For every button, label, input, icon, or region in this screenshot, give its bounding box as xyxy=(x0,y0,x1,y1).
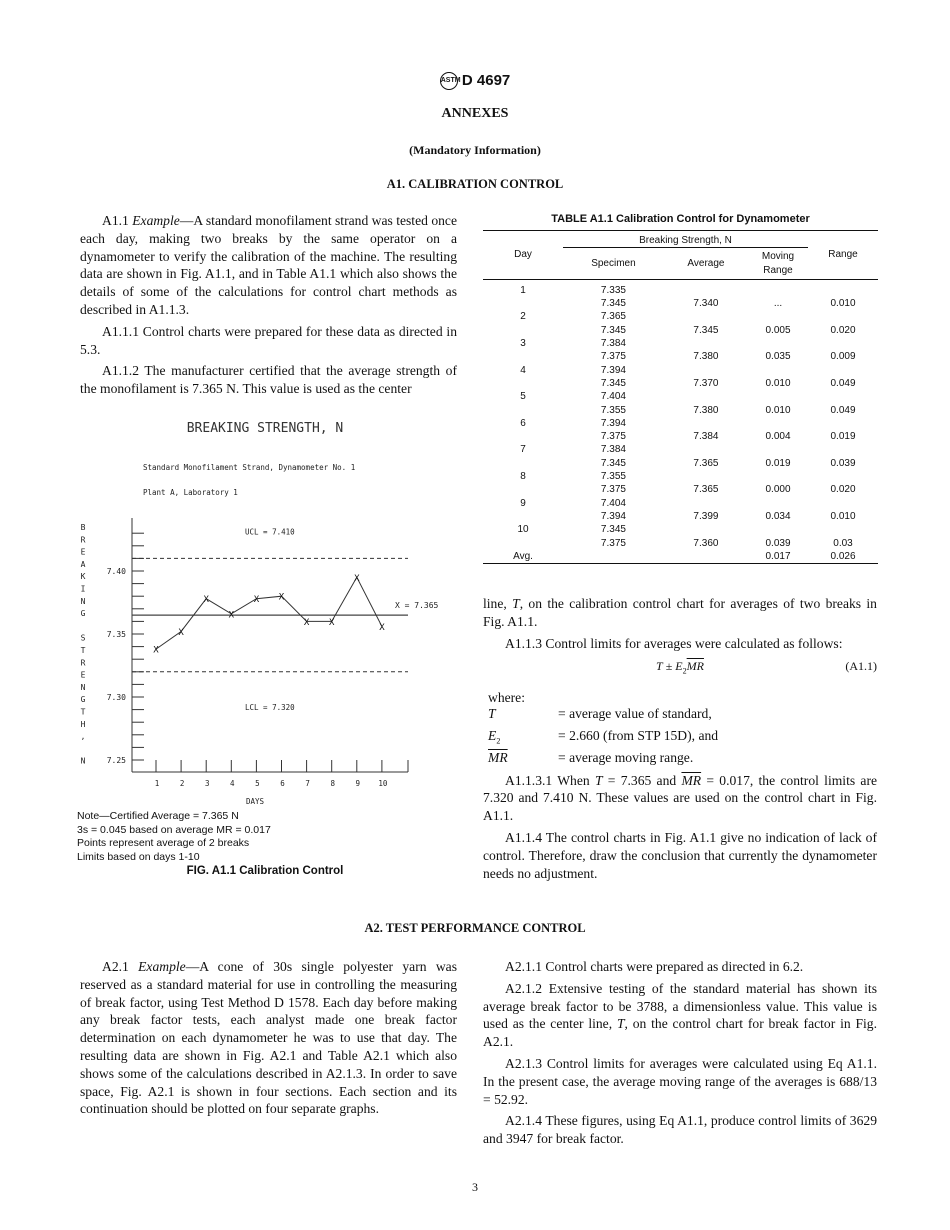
y-tick-label: 7.35 xyxy=(106,630,126,639)
para-a1-1-3: A1.1.3 Control limits for averages were calculated as follows: xyxy=(505,635,843,651)
cell-moving-range: 0.000 xyxy=(765,484,791,496)
a2-left-column xyxy=(80,958,457,1122)
definition-text: = 2.660 (from STP 15D), and xyxy=(558,728,719,744)
definition-symbol: T xyxy=(488,706,496,722)
cell-average: 7.365 xyxy=(693,484,719,496)
x-tick-label: 4 xyxy=(230,779,235,788)
para-a1-1-2: A1.1.2 The manufacturer certified that the average strength of the monofilament is 7.365 N. This value is used as the center xyxy=(80,363,457,397)
cell-specimen: 7.345 xyxy=(600,298,626,310)
doc-number: D 4697 xyxy=(461,72,511,89)
cell-specimen: 7.375 xyxy=(600,537,626,549)
equation-number: (A1.1) xyxy=(845,659,877,674)
table-row xyxy=(483,523,878,536)
cell-average: 7.340 xyxy=(693,298,719,310)
para-continued: line, T, on the calibration control chart for averages of two breaks in Fig. A1.1. xyxy=(483,596,877,629)
cell-specimen: 7.355 xyxy=(600,471,626,483)
data-point-marker: X xyxy=(278,592,285,603)
col-average: Average xyxy=(687,257,725,269)
y-axis-label-char: A xyxy=(80,559,86,569)
cell-average: 7.380 xyxy=(693,351,719,363)
y-axis-label-char: K xyxy=(80,572,86,582)
cell-specimen: 7.365 xyxy=(600,311,626,323)
table-row xyxy=(483,377,878,390)
table-row xyxy=(483,279,878,297)
table-row xyxy=(483,470,878,483)
cell-specimen: 7.384 xyxy=(600,338,626,350)
figure-caption: FIG. A1.1 Calibration Control xyxy=(186,865,344,877)
x-tick-label: 7 xyxy=(305,779,310,788)
y-tick-label: 7.40 xyxy=(106,567,126,576)
cell-range: 0.026 xyxy=(830,550,856,562)
table-row xyxy=(483,417,878,430)
data-point-marker: X xyxy=(354,573,360,584)
definition-row: $E_2$ = 2.660 (from STP 15D), and xyxy=(488,728,877,750)
cell-specimen: 7.384 xyxy=(600,444,626,456)
table-row xyxy=(483,350,878,363)
x-tick-label: 8 xyxy=(330,779,335,788)
data-point-marker: X xyxy=(203,595,209,606)
cell-specimen: 7.345 xyxy=(600,377,626,389)
table-row xyxy=(483,390,878,403)
cell-range: 0.049 xyxy=(830,404,856,416)
control-chart xyxy=(75,410,455,840)
x-tick-label: 1 xyxy=(154,779,160,788)
table-row xyxy=(483,297,878,310)
col-moving-range: Moving Range xyxy=(761,251,795,276)
where-definitions xyxy=(483,690,877,771)
cell-specimen: 7.394 xyxy=(600,417,626,429)
y-axis-label-char: S xyxy=(80,633,86,643)
y-axis-label-char: N xyxy=(80,756,86,766)
chart-subtitle: Plant A, Laboratory 1 xyxy=(143,488,238,497)
center-label: X = 7.365 xyxy=(395,601,439,611)
cell-range: 0.020 xyxy=(830,324,856,336)
figure-notes xyxy=(77,810,457,864)
y-axis-label-char: T xyxy=(80,707,86,717)
cell-day: 10 xyxy=(517,524,529,536)
x-tick-label: 9 xyxy=(355,779,361,788)
table-row xyxy=(483,510,878,523)
table-row xyxy=(483,483,878,496)
cell-average: 7.360 xyxy=(693,537,719,549)
table-title: TABLE A1.1 Calibration Control for Dynamometer xyxy=(551,213,810,225)
chart-subtitle: Standard Monofilament Strand, Dynamometer No. 1 xyxy=(143,463,356,472)
col-specimen: Specimen xyxy=(591,257,636,269)
a1-heading: A1. CALIBRATION CONTROL xyxy=(386,177,564,191)
table-row xyxy=(483,324,878,337)
cell-moving-range: 0.010 xyxy=(765,404,791,416)
fig-note: 3s = 0.045 based on average MR = 0.017 xyxy=(77,823,271,836)
table-row xyxy=(483,443,878,456)
para-a1-1-4: A1.1.4 The control charts in Fig. A1.1 give no indication of lack of control. Therefore, draw the conclusion that currently the dynamometer needs no adjustment. xyxy=(483,829,877,881)
para-a1-1-1: A1.1.1 Control charts were prepared for these data as directed in 5.3. xyxy=(80,323,457,357)
cell-range: 0.010 xyxy=(830,510,856,522)
table-a1-1 xyxy=(483,213,878,564)
table-row xyxy=(483,537,878,550)
y-tick-label: 7.30 xyxy=(106,693,126,702)
a1-left-column xyxy=(80,212,457,402)
cell-range: 0.019 xyxy=(830,431,856,443)
page-number: 3 xyxy=(472,1180,478,1194)
data-point-marker: X xyxy=(328,617,335,628)
cell-day: 9 xyxy=(520,497,526,509)
y-axis-label-char: R xyxy=(80,658,86,668)
col-group-breaking-strength: Breaking Strength, N xyxy=(563,231,808,248)
cell-specimen: 7.375 xyxy=(600,431,626,443)
cell-specimen: 7.335 xyxy=(600,284,626,296)
cell-moving-range: 0.019 xyxy=(765,457,791,469)
cell-day: 1 xyxy=(520,284,526,296)
table-row xyxy=(483,337,878,350)
para-a2-1: A2.1 Example—A cone of 30s single polyester yarn was reserved as a standard material for use in controlling the measuring of break factor, using Test Method D 1578. Each day before making any break factor tests, each analyst made one break factor determination on each dynamometer he was to use that day. The resulting data are shown in Fig. A2.1 and Table A2.1 which also shows some of the calculations described in A2.1.3. In order to save space, Fig. A2.1 is shown in four sections. Each section and its continuation should be plotted on four separate graphs. xyxy=(80,959,457,1117)
para-a1-1-3-1: A1.1.3.1 When T = 7.365 and $\overline{MR} = 0.017$, the control limits are 7.320 and 7.410 N. These values are used on the control chart in Fig. A1.1. xyxy=(483,772,877,824)
fig-note: Points represent average of 2 breaks xyxy=(77,837,250,849)
cell-day: 8 xyxy=(520,471,526,483)
y-axis-label-char: G xyxy=(80,609,86,619)
table-row xyxy=(483,310,878,323)
cell-range: 0.009 xyxy=(830,351,856,363)
chart-title: BREAKING STRENGTH, N xyxy=(186,421,344,436)
y-axis-label-char: R xyxy=(80,535,86,545)
cell-range: 0.020 xyxy=(830,484,856,496)
definition-symbol: E xyxy=(488,728,497,744)
para-a2-1-2: A2.1.2 Extensive testing of the standard material has shown its average break factor to be 3788, a dimensionless value. This value is used as the center line, T, on the control chart for break factor in Fig. A2.1. xyxy=(483,980,877,1050)
fig-note: Limits based on days 1-10 xyxy=(77,850,200,863)
cell-day: 5 xyxy=(520,391,526,403)
a1-right-column xyxy=(483,595,877,886)
document-header xyxy=(0,72,950,90)
a2-right-column xyxy=(483,958,877,1152)
definition-text: = average value of standard, xyxy=(558,706,712,722)
col-day: Day xyxy=(514,249,532,261)
data-line xyxy=(156,577,382,649)
y-axis-label-char: I xyxy=(80,584,86,594)
table-row xyxy=(483,497,878,510)
cell-day: 3 xyxy=(520,338,526,350)
x-axis-label: DAYS xyxy=(245,797,265,806)
y-axis-label-char: B xyxy=(80,523,86,532)
table-row xyxy=(483,364,878,377)
fig-note: Note—Certified Average = 7.365 N xyxy=(77,810,239,822)
cell-day: 2 xyxy=(520,311,526,323)
mandatory-info: (Mandatory Information) xyxy=(409,143,541,157)
cell-specimen: 7.404 xyxy=(600,391,626,403)
cell-range: 0.010 xyxy=(830,298,856,310)
cell-specimen: 7.394 xyxy=(600,510,626,522)
cell-average: 7.384 xyxy=(693,431,719,443)
cell-specimen: 7.375 xyxy=(600,351,626,363)
cell-day: Avg. xyxy=(513,550,533,562)
para-a2-1-3: A2.1.3 Control limits for averages were calculated using Eq A1.1. In the present case, the average moving range of the averages is 688/13 = 52.92. xyxy=(483,1055,877,1107)
cell-moving-range: 0.005 xyxy=(765,324,791,336)
cell-average: 7.370 xyxy=(693,377,719,389)
table-row xyxy=(483,404,878,417)
cell-average: 7.345 xyxy=(693,324,719,336)
y-axis-label-char: G xyxy=(80,695,86,705)
para-a1-1: A1.1 Example—A standard monofilament strand was tested once each day, making two breaks by the same operator on a dynamometer to verify the calibration of the machine. The resulting data are shown in Fig. A1.1, and in Table A1.1 which also shows the details of some of the calculations for control chart methods as described in A1.1.3. xyxy=(80,213,457,317)
y-tick-label: 7.25 xyxy=(106,756,126,765)
y-axis-label-char: , xyxy=(80,732,86,742)
definition-text: = average moving range. xyxy=(558,749,694,765)
x-tick-label: 6 xyxy=(280,779,285,788)
x-tick-label: 2 xyxy=(179,779,185,788)
x-tick-label: 3 xyxy=(204,779,210,788)
para-a2-1-4: A2.1.4 These figures, using Eq A1.1, produce control limits of 3629 and 3947 for break factor. xyxy=(483,1113,877,1147)
cell-day: 6 xyxy=(520,417,526,429)
cell-average: 7.399 xyxy=(693,510,719,522)
cell-moving-range: 0.034 xyxy=(765,510,791,522)
equation-a1-1: $T \pm E_2\overline{MR}$ (A1.1) xyxy=(656,659,877,676)
definition-symbol: $\overline{MR}$ xyxy=(488,749,508,765)
lcl-label: LCL = 7.320 xyxy=(245,702,295,712)
cell-day: 4 xyxy=(520,364,526,376)
definition-row xyxy=(488,706,877,728)
cell-moving-range: 0.010 xyxy=(765,377,791,389)
cell-range: 0.03 xyxy=(833,537,853,549)
cell-moving-range: 0.039 xyxy=(765,537,791,549)
para-a2-1-1: A2.1.1 Control charts were prepared as directed in 6.2. xyxy=(505,959,804,974)
y-axis-label-char: E xyxy=(80,547,86,557)
ucl-label: UCL = 7.410 xyxy=(245,527,295,537)
y-axis-label-char: E xyxy=(80,670,86,680)
cell-day: 7 xyxy=(520,444,526,456)
table-avg-row xyxy=(483,550,878,564)
cell-moving-range: 0.004 xyxy=(765,431,791,443)
table-row xyxy=(483,457,878,470)
data-point-marker: X xyxy=(178,627,184,638)
cell-moving-range: 0.017 xyxy=(765,550,791,562)
cell-range: 0.039 xyxy=(830,457,856,469)
data-point-marker: X xyxy=(153,645,159,656)
x-tick-label: 10 xyxy=(378,779,388,788)
cell-moving-range: ... xyxy=(773,298,783,310)
x-tick-label: 5 xyxy=(255,779,260,788)
cell-range: 0.049 xyxy=(830,377,856,389)
y-axis-label-char: T xyxy=(80,646,86,655)
astm-logo-icon: ASTM xyxy=(440,72,458,90)
data-point-marker: X xyxy=(303,617,310,628)
cell-specimen: 7.345 xyxy=(600,457,626,469)
y-axis-label-char: N xyxy=(80,682,86,692)
cell-specimen: 7.355 xyxy=(600,404,626,416)
annexes-title: ANNEXES xyxy=(441,106,509,121)
cell-specimen: 7.375 xyxy=(600,484,626,496)
definition-row xyxy=(488,750,877,772)
cell-average: 7.365 xyxy=(693,457,719,469)
cell-specimen: 7.345 xyxy=(600,324,626,336)
y-axis-label-char: N xyxy=(80,596,86,606)
data-point-marker: X xyxy=(379,622,385,633)
data-point-marker: X xyxy=(253,595,260,606)
cell-specimen: 7.404 xyxy=(600,497,626,509)
where-label: where: xyxy=(488,690,525,706)
cell-moving-range: 0.035 xyxy=(765,351,791,363)
cell-specimen: 7.394 xyxy=(600,364,626,376)
a2-heading: A2. TEST PERFORMANCE CONTROL xyxy=(364,921,586,935)
col-range: Range xyxy=(828,249,858,261)
cell-specimen: 7.345 xyxy=(600,524,626,536)
cell-average: 7.380 xyxy=(693,404,719,416)
y-axis-label-char: H xyxy=(80,719,86,729)
table-row xyxy=(483,430,878,443)
data-point-marker: X xyxy=(228,610,235,621)
